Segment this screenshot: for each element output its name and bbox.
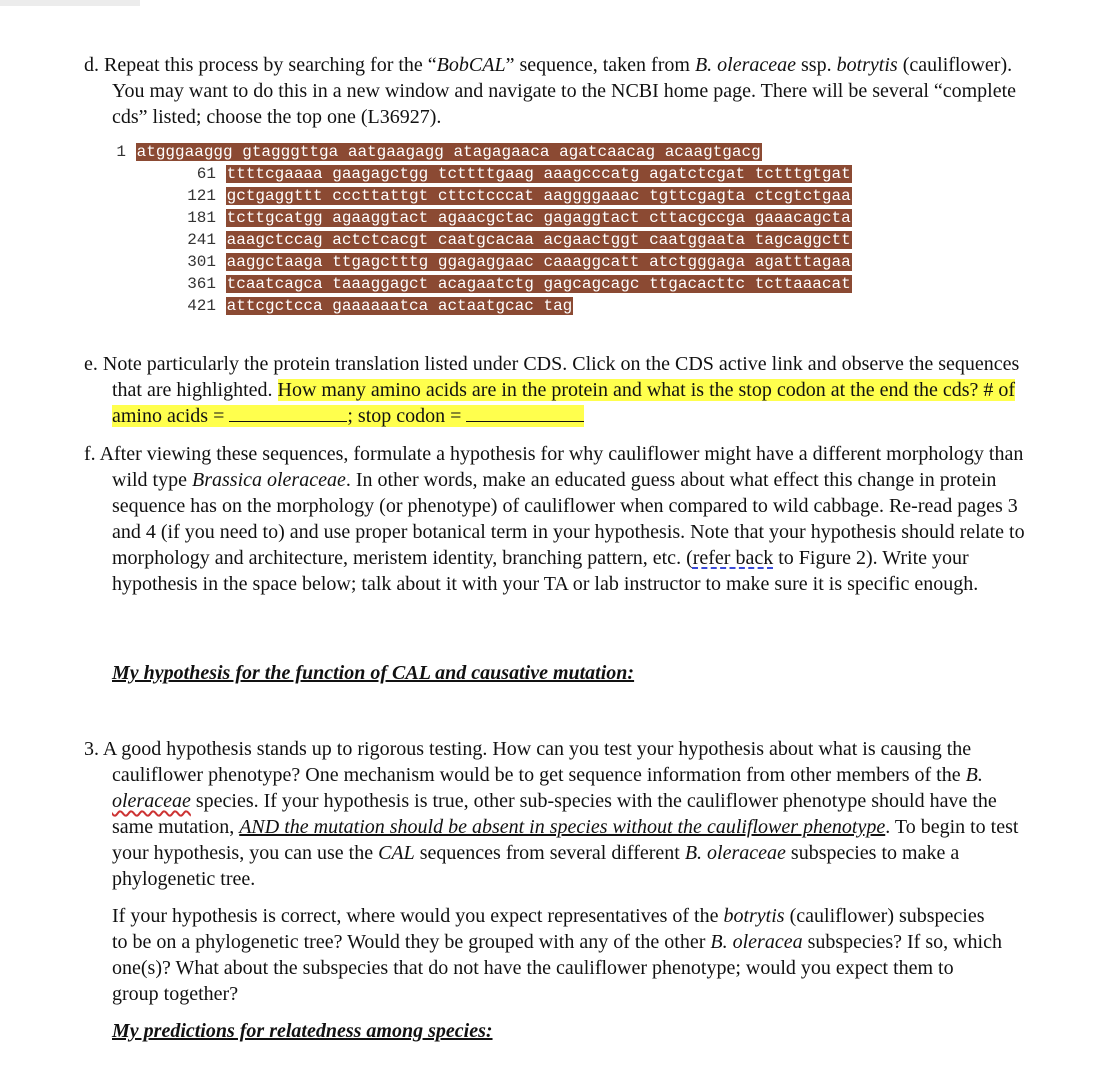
stop-codon-blank[interactable] [466,403,584,422]
emphasis-text: AND the mutation should be absent in species without the cauliflower phenotype [239,816,886,838]
sequence-bases: tcttgcatgg agaaggtact agaacgctac gagaggtact cttacgccga gaaacagcta [226,209,851,227]
part-d-paragraph: d. Repeat this process by searching for the “BobCAL” sequence, taken from B. oleraceae ssp. botrytis (cauliflower). You may want to do this in a new window and navigate to the NCBI home page. There will be several “complete cds” listed; choose the top one (L36927). [84,54,1017,128]
sequence-line [180,186,852,207]
part-f-label: f. [84,443,96,465]
part-d-label: d. [84,54,99,76]
highlighted-question: How many amino acids are in the protein and what is the stop codon at the end the cds? # of amino acids = ; stop codon = [112,379,1016,427]
sequence-bases: attcgctcca gaaaaaatca actaatgcac tag [226,297,573,315]
part-e-label: e. [84,353,98,375]
sequence-number: 61 [196,165,216,183]
amino-acid-count-blank[interactable] [229,403,347,422]
question-3-followup-paragraph: If your hypothesis is correct, where would you expect representatives of the botrytis (cauliflower) subspecies to be on a phylogenetic tree? Would they be grouped with any of the other B. oleracea subspecies? If so, which one(s)? What about the subspecies that do not have the cauliflower phenotype; would you expect them to group together? [112,905,1002,1005]
sequence-number: 121 [187,187,216,205]
sequence-bases: ttttcgaaaa gaagagctgg tcttttgaag aaagcccatg agatctcgat tctttgtgat [226,165,851,183]
hypothesis-heading: My hypothesis for the function of CAL and causative mutation: [112,662,635,684]
refer-back-link: refer back [692,547,774,569]
sequence-number: 241 [187,231,216,249]
sequence-line [180,164,852,185]
question-3-label: 3. [84,738,99,760]
sequence-line [180,296,573,317]
sequence-bases: gctgaggttt cccttattgt cttctcccat aaggggaaac tgttcgagta ctcgtctgaa [226,187,851,205]
part-f-paragraph: f. After viewing these sequences, formulate a hypothesis for why cauliflower might have a different morphology than wild type Brassica oleraceae. In other words, make an educated guess about what effect this change in protein sequence has on the morphology (or phenotype) of cauliflower when compared to wild cabbage. Re-read pages 3 and 4 (if you need to) and use proper botanical term in your hypothesis. Note that your hypothesis should relate to morphology and architecture, meristem identity, branching pattern, etc. (refer back to Figure 2). Write your hypothesis in the space below; talk about it with your TA or lab instructor to make sure it is specific enough. [84,443,1025,595]
sequence-line [180,252,852,273]
sequence-bases: atgggaaggg gtagggttga aatgaagagg atagagaaca agatcaacag acaagtgacg [136,143,761,161]
sequence-line [180,208,852,229]
question-3-paragraph: 3. A good hypothesis stands up to rigorous testing. How can you test your hypothesis about what is causing the cauliflower phenotype? One mechanism would be to get sequence information from other members of the B. oleraceae species. If your hypothesis is true, other sub-species with the cauliflower phenotype should have the same mutation, AND the mutation should be absent in species without the cauliflower phenotype. To begin to test your hypothesis, you can use the CAL sequences from several different B. oleraceae subspecies to make a phylogenetic tree. [84,738,1019,890]
sequence-line [180,274,852,295]
sequence-number: 361 [187,275,216,293]
predictions-heading: My predictions for relatedness among species: [112,1020,493,1042]
top-divider [0,0,140,6]
sequence-number: 1 [116,143,126,161]
sequence-number: 181 [187,209,216,227]
part-e-paragraph: e. Note particularly the protein translation listed under CDS. Click on the CDS active link and observe the sequences that are highlighted. How many amino acids are in the protein and what is the stop codon at the end the cds? # of amino acids = ; stop codon = [84,353,1020,427]
bobcal-term: BobCAL [436,54,506,76]
sequence-line [180,230,852,251]
sequence-number: 301 [187,253,216,271]
sequence-line [110,142,762,163]
spellcheck-word: oleraceae [112,790,191,812]
sequence-bases: aaggctaaga ttgagctttg ggagaggaac caaaggcatt atctgggaga agatttagaa [226,253,851,271]
sequence-bases: aaagctccag actctcacgt caatgcacaa acgaactggt caatggaata tagcaggctt [226,231,851,249]
sequence-bases: tcaatcagca taaaggagct acagaatctg gagcagcagc ttgacacttc tcttaaacat [226,275,851,293]
sequence-number: 421 [187,297,216,315]
